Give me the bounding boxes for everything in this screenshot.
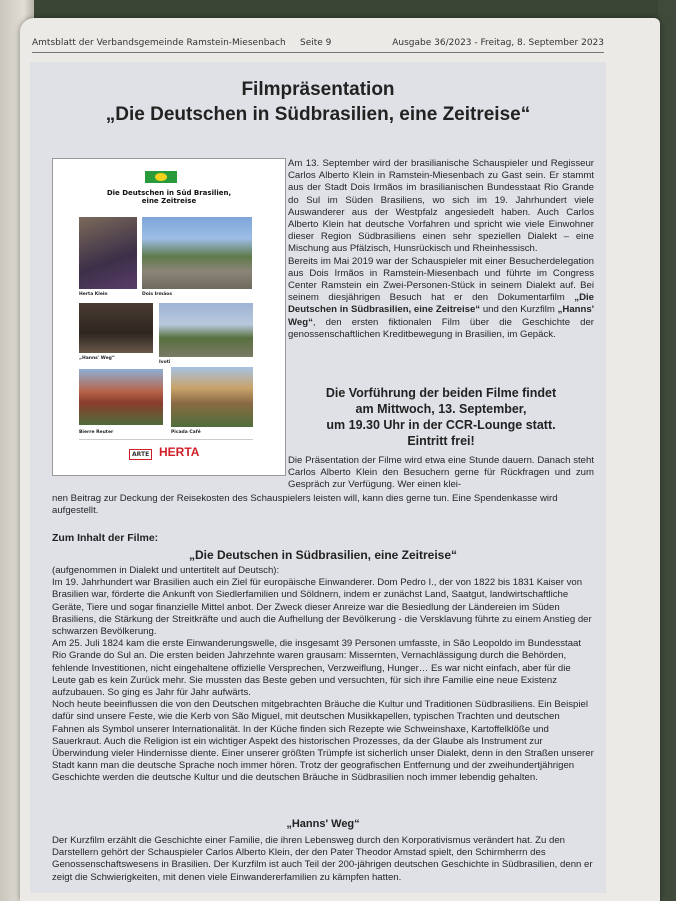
visit-text-3: , den ersten fiktionalen Film über die Geschichte der genossenschaftlichen Kreditbewegung in Brasilien, im Gepäck. [288, 316, 594, 340]
film1-text [52, 565, 594, 785]
poster-caption: Bierre Reuter [79, 430, 114, 435]
poster-photo-actress [79, 217, 137, 289]
film1-subtitle: (aufgenommen in Dialekt und untertitelt auf Deutsch): [52, 565, 280, 576]
film-poster [52, 158, 286, 476]
film1-paragraph: Noch heute beeinflussen die von den Deutschen mitgebrachten Bräuche die Kultur und Traditionen Südbrasiliens. Ein Beispiel dafür sind unsere Feste, wie die Kerb von São Miguel, mit deutschen Musikkapellen, typischen Trachten und deutschen Fahnen als Symbol unserer Internationalität. In der Küche finden sich Rezepte wie Schweinshaxe, Kartoffelklöße und Sauerkraut. Auch die Religion ist ein wichtiger Aspekt des historischen Prozesses, da der Glaube als Instrument zur Überwindung vieler Hindernisse diente. Einer unserer größten Trümpfe ist sicherlich unser Dialekt, denn in den Straßen unserer Stadt kann man die deutsche Sprache noch immer hören. Trotz der geografischen Entfernung und der zweihundertjährigen Geschichte werden die deutsche Kultur und die deutschen Bräuche in Südbrasilien noch immer lebendig gehalten. [52, 699, 594, 784]
poster-divider [79, 439, 253, 440]
visit-paragraph [288, 256, 594, 341]
article-title [30, 78, 606, 128]
page-header [32, 38, 604, 52]
issue-info: Ausgabe 36/2023 - Freitag, 8. September 2023 [392, 38, 604, 48]
section-heading: Zum Inhalt der Filme: [52, 532, 159, 544]
newspaper-page [20, 18, 660, 901]
poster-caption: Dois Irmãos [142, 292, 173, 297]
film1-paragraph: Am 25. Juli 1824 kam die erste Einwanderungswelle, die insgesamt 39 Personen umfasste, in São Leopoldo im Bundesstaat Rio Grande do Sul an. Die ersten beiden Jahrzehnte waren grausam: Missernten, Vernachlässigung durch die Behörden, fehlende Investitionen, nicht eingehaltene offizielle Versprechen, Verzweiflung, Hunger… Es war nicht einfach, aber für die Leute gab es kein Zurück mehr. Sie mussten das Beste geben und versuchten, für sich ihre Familie eine neue Existenz aufzubauen. So ging es Jahr für Jahr aufwärts. [52, 638, 582, 699]
screening-line: Eintritt frei! [407, 434, 475, 448]
poster-photo-brewery [79, 369, 163, 425]
header-rule [32, 52, 604, 53]
poster-title-line-2: eine Zeitreise [141, 197, 197, 205]
after-screening-text: Die Präsentation der Filme wird etwa eine Stunde dauern. Danach steht Carlos Alberto Klein den Besuchern gerne für Rückfragen und zum Gespräch zur Verfügung. Wer einen klei- [288, 455, 594, 491]
film1-title: „Die Deutschen in Südbrasilien, eine Zeitreise“ [188, 548, 458, 562]
visit-text-1: Bereits im Mai 2019 war der Schauspieler mit einer Besucherdelegation aus Dois Irmãos in Ramstein-Miesenbach und führte im Congress Center Ramstein ein Zwei-Personen-Stück in seinem Dialekt auf. Bei seinem diesjährigen Besuch hat er den Dokumentarfilm [288, 255, 594, 304]
herta-logo: HERTA [159, 445, 200, 459]
poster-title [53, 189, 285, 205]
page-number: Seite 9 [300, 38, 332, 48]
poster-caption: Ivoti [159, 360, 171, 365]
intro-paragraph: Am 13. September wird der brasilianische Schauspieler und Regisseur Carlos Alberto Klein in Ramstein-Miesenbach zu Gast sein. Er stammt aus der Stadt Dois Irmãos im brasilianischen Bundesstaat Rio Grande do Sul im Süden Brasiliens, wo sich im 19. Jahrhundert viele Auswanderer aus der Westpfalz angesiedelt haben. Auch Carlos Alberto Klein hat deutsche Vorfahren und spricht wie viele Einwohner dieser Region Südbrasiliens einen sehr speziellen Dialekt – eine Mischung aus Pfälzisch, Hunsrückisch und Rheinhessisch. [288, 158, 594, 255]
poster-photo-town [142, 217, 252, 289]
poster-photo-mill [171, 367, 253, 427]
article-panel [30, 62, 606, 893]
film2-title: „Hanns' Weg“ [286, 818, 360, 830]
brazil-germany-flag-icon [145, 171, 177, 183]
poster-caption: Herta Klein [79, 292, 108, 297]
title-line-1: Filmpräsentation [241, 79, 395, 100]
film2-paragraph: Der Kurzfilm erzählt die Geschichte einer Familie, die ihren Lebensweg durch den Korporativismus verändert hat. Zu den Darstellern gehört der Schauspieler Carlos Alberto Klein, der den Pater Theodor Amstad spielt, den Schirmherrn des Genossenschaftswesens in Brasilien. Der Kurzfilm ist auch Teil der 200-jährigen deutschen Geschichte in Südbrasilien, denn er zeigt die Schwierigkeiten, mit denen viele Einwandererfamilien zu kämpfen hatten. [52, 835, 593, 883]
film2-text [52, 835, 594, 884]
screening-line: am Mittwoch, 13. September, [355, 402, 527, 416]
poster-photo-interior [79, 303, 153, 353]
short-film-title: „Hanns' Weg“ [288, 304, 595, 328]
donation-text: nen Beitrag zur Deckung der Reisekosten des Schauspielers leisten will, kann dies gerne tun. Eine Spendenkasse wird aufgestellt. [52, 493, 558, 517]
visit-text-2: und den Kurzfilm [480, 304, 558, 316]
poster-title-line-1: Die Deutschen in Süd Brasilien, [106, 189, 232, 197]
poster-caption: Picada Café [171, 430, 201, 435]
screening-line: um 19.30 Uhr in der CCR-Lounge statt. [326, 418, 556, 432]
poster-photo-house [159, 303, 253, 357]
background-edge [658, 0, 676, 901]
newspaper-name: Amtsblatt der Verbandsgemeinde Ramstein-Miesenbach [32, 38, 286, 48]
screening-announcement [288, 385, 594, 449]
title-line-2: „Die Deutschen in Südbrasilien, eine Zeitreise“ [105, 104, 531, 125]
arte-logo: ARTE [129, 449, 152, 460]
film1-paragraph: Im 19. Jahrhundert war Brasilien auch ein Ziel für europäische Einwanderer. Dom Pedro I., der von 1822 bis 1831 Kaiser von Brasilien war, förderte die Ankunft von Siedlerfamilien und Söldnern, indem er zunächst Land, Saatgut, landwirtschaftliche Geräte, Tiere und sogar finanzielle Mittel anbot. Der Zweck dieser Anreize war die Besiedlung der Ländereien im Süden Brasiliens, die Stärkung der Streitkräfte und auch die Aufhellung der Bevölkerung - die Versklavung führte zu einem Anstieg der schwarzen Bevölkerung. [52, 577, 592, 638]
screening-line: Die Vorführung der beiden Filme findet [325, 386, 557, 400]
intro-text [288, 158, 594, 341]
doc-film-title: „Die Deutschen in Südbrasilien, eine Zeitreise“ [288, 292, 594, 316]
poster-caption: „Hanns' Weg“ [79, 356, 115, 361]
